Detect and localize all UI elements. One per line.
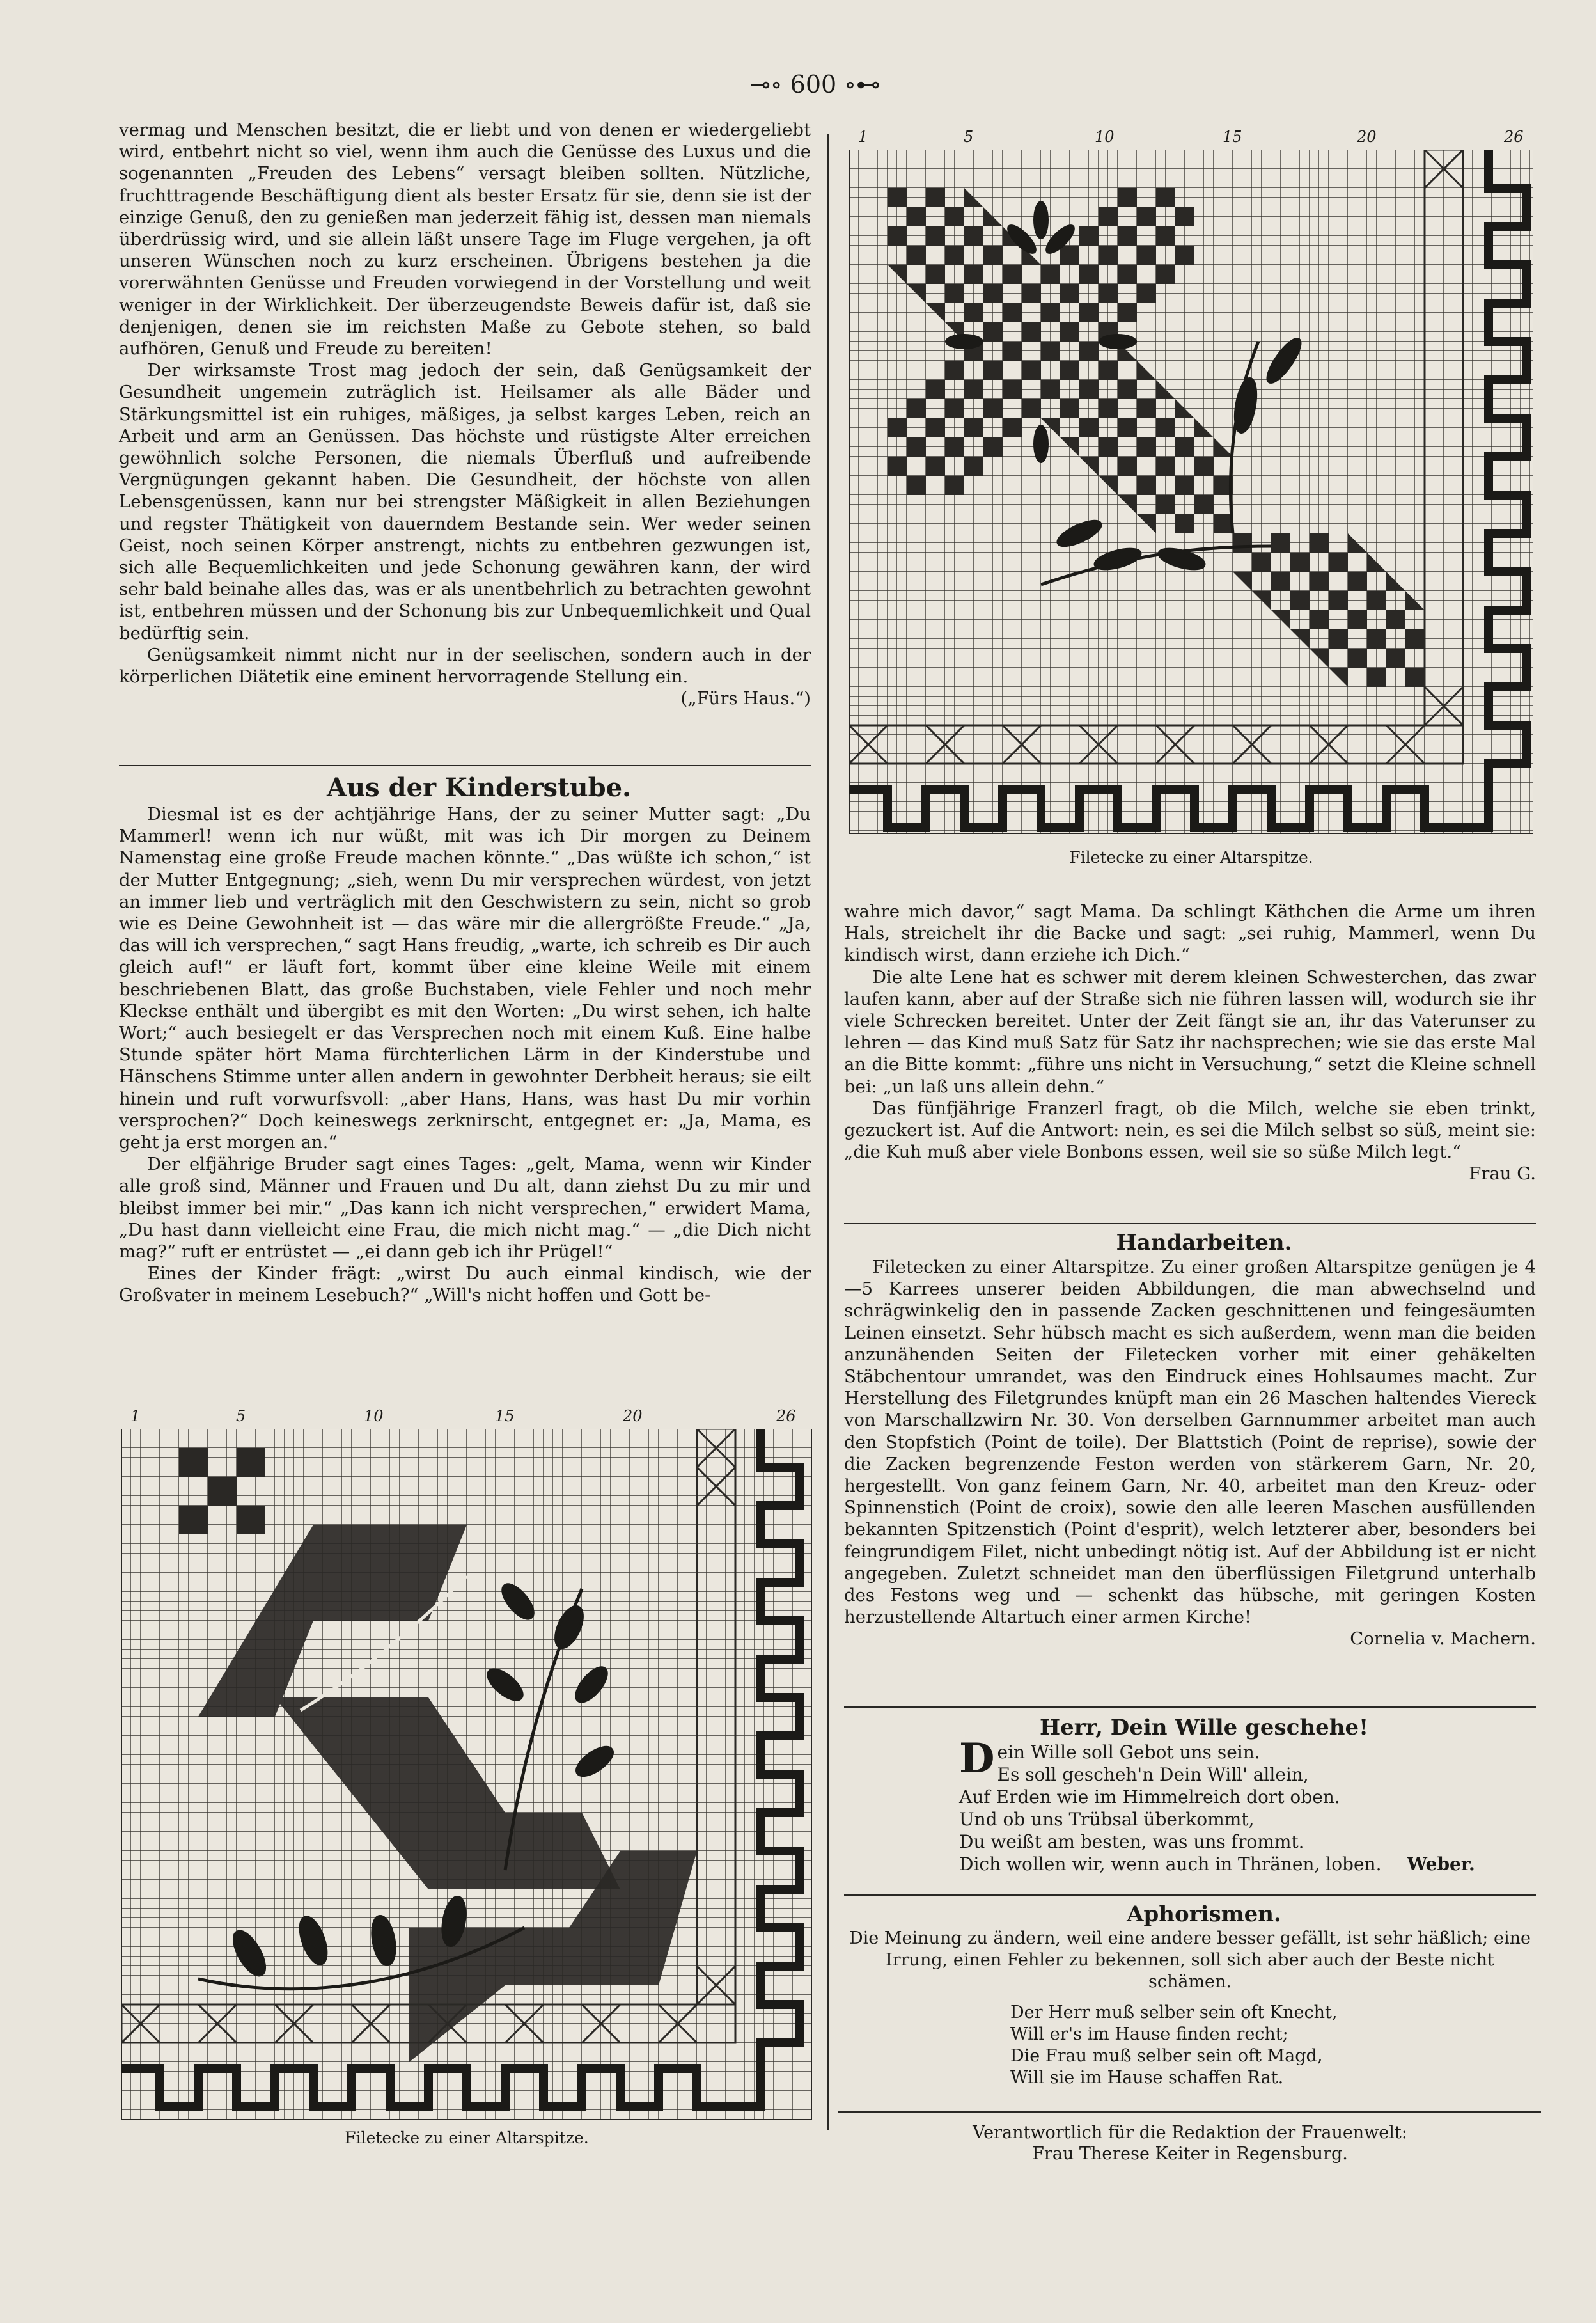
poem-line: Auf Erden wie im Himmelreich dort oben. <box>959 1786 1340 1807</box>
paragraph: Genügsamkeit nimmt nicht nur in der seelischen, sondern auch in der körperlichen Diätetik eine eminent hervorragende Stellung ein. <box>119 644 811 688</box>
aphorism-text: Die Meinung zu ändern, weil eine andere besser gefällt, ist sehr häßlich; eine Irrung, einen Fehler zu bekennen, soll sich aber auch der Beste nicht schämen. <box>849 1928 1531 1992</box>
author-signature: Cornelia v. Machern. <box>1350 1628 1536 1650</box>
poem-line: Dich wollen wir, wenn auch in Thränen, loben. Weber. <box>959 1854 1475 1875</box>
author-signature: Frau G. <box>1469 1163 1536 1185</box>
verse-line: Der Herr muß selber sein oft Knecht, <box>1010 2003 1338 2022</box>
aphorisms-section <box>844 1901 1536 2089</box>
grid-number: 15 <box>1223 128 1242 146</box>
section-rule <box>844 1894 1536 1896</box>
column-divider <box>827 134 829 2130</box>
grid-number: 20 <box>1357 128 1377 146</box>
paragraph: Diesmal ist es der achtjährige Hans, der zu seiner Mutter sagt: „Du Mammerl! wenn ich nur wüßt, mit was ich Dir morgen zu Deinem Namenstag eine große Freude machen könnte.“ „Das wüßte ich schon,“ ist der Mutter Entgegnung; „sieh, wenn Du mir versprechen würdest, von jetzt an immer lieb und verträglich mit den Geschwistern zu sein, nicht so grob wie es Deine Gewohnheit ist — das wäre mir die allergrößte Freude.“ „Ja, das will ich versprechen,“ sagt Hans freudig, „warte, ich schreib es Dir auch gleich auf!“ er läuft fort, kommt über eine kleine Weile mit einem beschriebenen Blatt, das große Buchstaben, viele Fehler und noch mehr Kleckse enthält und übergibt es mit den Worten: „Du wirst sehen, ich halte Wort;“ auch besiegelt er das Versprechen noch mit einem Kuß. Eine halbe Stunde später hört Mama fürchterlichen Lärm in der Kinderstube und Hänschens Stimme unter allen andern in gewohnter Derbheit heraus; sie eilt hinein und ruft vorwurfsvoll: „aber Hans, Hans, was hast Du mir vorhin versprochen?“ Doch keineswegs zerknirscht, entgegnet er: „Ja, Mama, es geht ja erst morgen an.“ <box>119 804 811 1153</box>
verse-line: Will er's im Hause finden recht; <box>1010 2024 1288 2044</box>
filet-grid-svg <box>121 1429 812 2120</box>
paragraph: wahre mich davor,“ sagt Mama. Da schlingt Käthchen die Arme um ihren Hals, streichelt ihr die Backe und sagt: „sei ruhig, Mammerl, wenn Du kindisch wirst, dann erziehe ich Dich.“ <box>844 901 1536 966</box>
section-rule <box>119 765 811 766</box>
filet-grid-svg <box>849 150 1533 834</box>
editorial-footer <box>844 2122 1536 2164</box>
grid-number: 26 <box>776 1407 796 1425</box>
right-figure-caption: Filetecke zu einer Altarspitze. <box>1069 848 1313 867</box>
grid-number: 10 <box>364 1407 384 1425</box>
poem-section <box>844 1714 1536 1875</box>
paragraph: Die alte Lene hat es schwer mit derem kleinen Schwesterchen, das zwar laufen kann, aber auf der Straße sich nie führen lassen will, wodurch sie ihr viele Schrecken bereitet. Unter der Zeit fängt sie an, ihr das Vaterunser zu lehren — das Kind muß Satz für Satz ihr nachsprechen; wie sie das erste Mal an die Bitte kommt: „führe uns nicht in Versuchung,“ setzt die Kleine schnell bei: „un laß uns allein dehn.“ <box>844 966 1536 1097</box>
grid-number: 5 <box>964 128 974 146</box>
page-number: ⊸∘ 600 ∘⊷ <box>750 70 880 98</box>
paragraph: Der wirksamste Trost mag jedoch der sein, daß Genügsamkeit der Gesundheit ungemein zuträglich ist. Heilsamer als alle Bäder und Stärkungsmittel ist ein ruhiges, mäßiges, ja selbst karges Leben, reich an Arbeit und arm an Genüssen. Das höchste und rüstigste Alter erreichen gewöhnlich solche Personen, die niemals Überfluß und aufreibende Vergnügungen gekannt haben. Die Gesundheit, der höchste von allen Lebensgenüssen, kann nur bei strengster Mäßigkeit in allen Beziehungen und regster Thätigkeit von dauerndem Bestande sein. Wer weder seinen Geist, noch seinen Körper anstrengt, nichts zu entbehren gezwungen ist, sich alle Bequemlichkeiten und jede Schonung gewähren kann, der wird sehr bald beinahe alles das, was er als unentbehrlich zu betrachten gewohnt ist, entbehren müssen und der Schonung bis zur Unbequemlichkeit und Qual bedürftig sein. <box>119 360 811 643</box>
paragraph: Eines der Kinder frägt: „wirst Du auch einmal kindisch, wie der Großvater in meinem Lesebuch?“ „Will's nicht hoffen und Gott be- <box>119 1263 811 1306</box>
left-column-text <box>119 119 811 709</box>
poem-heading: Herr, Dein Wille geschehe! <box>1039 1715 1369 1740</box>
handarbeiten-section <box>844 1229 1536 1650</box>
verse-line: Die Frau muß selber sein oft Magd, <box>1010 2046 1323 2066</box>
poem-line: Du weißt am besten, was uns frommt. <box>959 1831 1304 1852</box>
paragraph: vermag und Menschen besitzt, die er liebt und von denen er wiedergeliebt wird, entbehrt nicht so viel, wenn ihm auch die Genüsse des Luxus und die sogenannten „Freuden des Lebens“ versagt bleiben sollten. Nützliche, fruchttragende Beschäftigung dient als bester Ersatz für sie, denn sie ist der einzige Genuß, den zu genießen man jederzeit fähig ist, dessen man niemals überdrüssig wird, und sie allein läßt unsere Tage im Fluge vergehen, ja oft unseren Wünschen noch zu kurz erscheinen. Übrigens bestehen ja die vorerwähnten Genüsse und Freuden vorwiegend in der Vorstellung und weit weniger in der Wirklichkeit. Der überzeugendste Beweis dafür ist, daß sie denjenigen, denen sie im reichsten Maße zu Gebote stehen, so bald aufhören, Genuß und Freude zu bereiten! <box>119 120 811 359</box>
handarbeiten-heading: Handarbeiten. <box>1116 1230 1292 1256</box>
verse-line: Will sie im Hause schaffen Rat. <box>1010 2068 1284 2088</box>
footer-line: Frau Therese Keiter in Regensburg. <box>1032 2144 1348 2164</box>
poem-line: ein Wille soll Gebot uns sein. <box>997 1742 1260 1763</box>
grid-number: 1 <box>130 1407 141 1425</box>
poem-author: Weber. <box>1407 1854 1475 1875</box>
footer-line: Verantwortlich für die Redaktion der Frauenwelt: <box>973 2123 1407 2143</box>
grid-number: 26 <box>1504 128 1524 146</box>
page-number-text: 600 <box>790 70 837 98</box>
drop-cap: D <box>959 1735 995 1783</box>
poem-line: Und ob uns Trübsal überkommt, <box>959 1809 1255 1830</box>
aphorisms-heading: Aphorismen. <box>1127 1902 1281 1927</box>
paragraph: Der elfjährige Bruder sagt eines Tages: „gelt, Mama, wenn wir Kinder alle groß sind, Männer und Frauen und Du alt, dann ziehst Du zu mir und bleibst immer bei mir.“ „Das kann ich nicht versprechen,“ erwidert Mama, „Du hast dann vielleicht eine Frau, die mich nicht mag.“ — „die Dich nicht mag?“ ruft er entrüstet — „ei dann geb ich ihr Prügel!“ <box>119 1154 811 1263</box>
footer-rule <box>838 2111 1541 2113</box>
poem-body <box>959 1735 1536 1875</box>
paragraph: Filetecken zu einer Altarspitze. Zu einer großen Altarspitze genügen je 4—5 Karrees unserer beiden Abbildungen, die man abwechselnd und schrägwinkelig den in passende Zacken geschnittenen und feingesäumten Leinen einsetzt. Sehr hübsch macht es sich außerdem, wenn man die beiden anzunähenden Seiten der Filetecken vorher mit einer gehäkelten Stäbchentour umrandet, was den Eindruck eines Hohlsaumes macht. Zur Herstellung des Filetgrundes knüpft man ein 26 Maschen haltendes Viereck von Marschallzwirn Nr. 30. Von derselben Garnnummer arbeitet man auch den Stopfstich (Point de toile). Der Blattstich (Point de reprise), sowie der die Zacken begrenzende Feston werden von stärkerem Garn, Nr. 20, hergestellt. Von ganz feinem Garn, Nr. 40, arbeitet man den Kreuz- oder Spinnenstich (Point de croix), sowie den alle leeren Maschen ausfüllenden bekannten Spitzenstich (Point d'esprit), welch letzterer aber, besonders bei feingrundigem Filet, nicht unbedingt nötig ist. Auf der Abbildung ist er nicht angegeben. Zuletzt schneidet man den überflüssigen Filetgrund unterhalb des Festons weg und — schenkt das hübsche, mit geringen Kosten herzustellende Altartuch einer armen Kirche! <box>844 1257 1536 1628</box>
source-note: („Fürs Haus.“) <box>680 688 811 709</box>
poem-line: Es soll gescheh'n Dein Will' allein, <box>997 1764 1309 1785</box>
grid-number: 20 <box>623 1407 643 1425</box>
verse <box>1010 2002 1536 2089</box>
section-rule <box>844 1706 1536 1708</box>
left-figure-caption: Filetecke zu einer Altarspitze. <box>345 2129 589 2147</box>
grid-number: 1 <box>858 128 868 146</box>
paragraph: Das fünfjährige Franzerl fragt, ob die Milch, welche sie eben trinkt, gezuckert ist. Auf die Antwort: nein, es sei die Milch selbst so süß, meint sie: „die Kuh muß aber viele Bonbons essen, weil sie so süße Milch legt.“ <box>844 1098 1536 1163</box>
grid-number: 10 <box>1095 128 1115 146</box>
grid-number: 5 <box>236 1407 246 1425</box>
grid-number: 15 <box>495 1407 515 1425</box>
section-rule <box>844 1223 1536 1224</box>
right-column-text <box>844 901 1536 1185</box>
kinderstube-heading: Aus der Kinderstube. <box>327 773 631 803</box>
kinderstube-section <box>119 773 811 1307</box>
